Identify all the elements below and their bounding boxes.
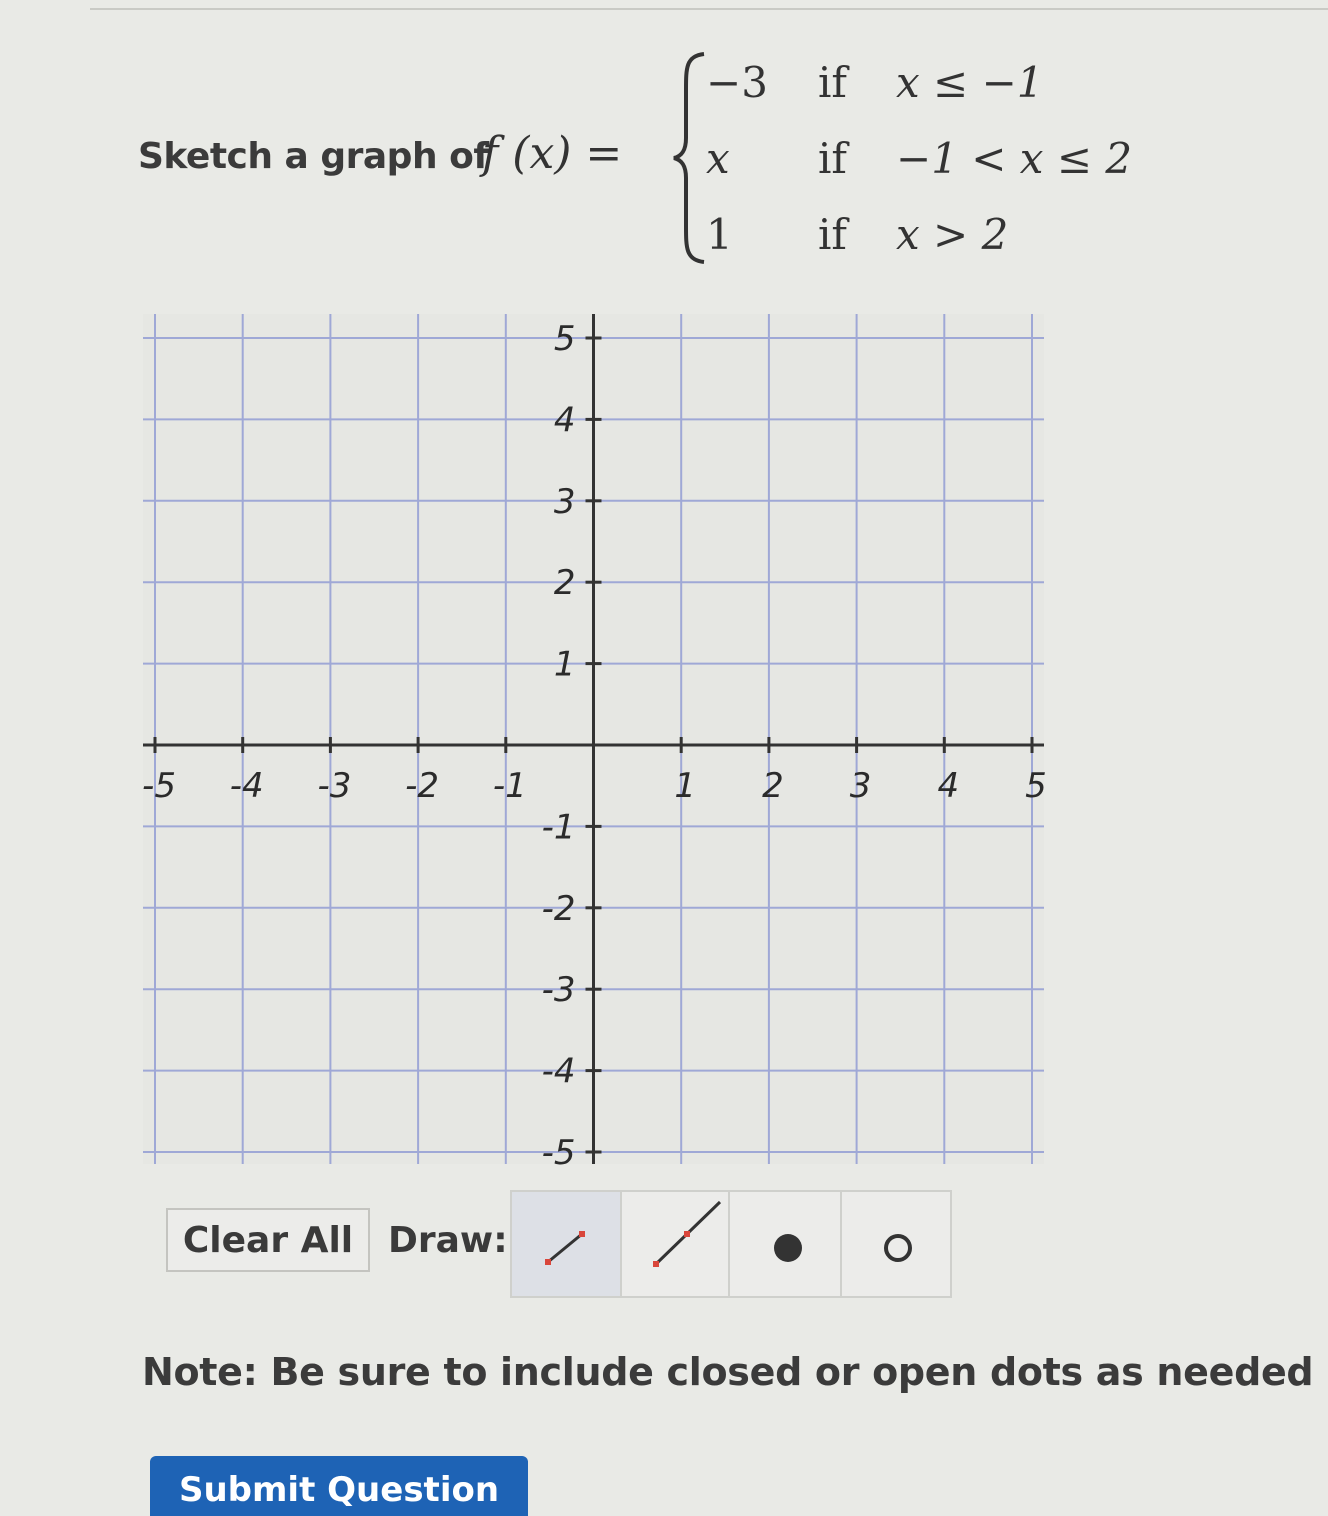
prompt-label: Sketch a graph of — [138, 136, 489, 177]
x-tick-label: 5 — [1025, 766, 1047, 806]
x-tick-label: -3 — [317, 766, 352, 806]
closed-dot-tool-button[interactable] — [728, 1190, 842, 1298]
x-tick-label: -1 — [492, 766, 527, 806]
y-tick-label: -3 — [541, 970, 576, 1011]
case-if: if — [818, 134, 847, 183]
case-condition: x ≤ −1 — [896, 58, 1044, 107]
note-text: Note: Be sure to include closed or open dots as needed — [142, 1350, 1314, 1394]
y-tick-label: 4 — [553, 400, 576, 441]
case-condition: x > 2 — [896, 210, 1009, 259]
y-tick-label: -5 — [541, 1133, 576, 1173]
x-tick-label: 2 — [762, 766, 784, 806]
case-value: 1 — [706, 210, 733, 259]
segment-icon — [512, 1192, 624, 1300]
open-dot-tool-button[interactable] — [840, 1190, 952, 1298]
case-if: if — [818, 210, 847, 259]
y-tick-label: 3 — [553, 481, 576, 522]
case-if: if — [818, 58, 847, 107]
function-lhs: f (x) = — [482, 128, 623, 179]
clear-all-button[interactable]: Clear All — [166, 1208, 370, 1272]
case-value: x — [706, 134, 730, 183]
y-tick-label: 2 — [553, 563, 576, 604]
open-dot-icon — [842, 1192, 954, 1300]
y-tick-label: -2 — [541, 888, 576, 929]
y-tick-label: 1 — [553, 644, 576, 685]
segment-tool-button[interactable] — [510, 1190, 622, 1298]
x-tick-label: -4 — [229, 766, 264, 806]
submit-question-button[interactable]: Submit Question — [150, 1456, 528, 1516]
y-tick-label: -4 — [541, 1051, 576, 1092]
ray-tool-button[interactable] — [620, 1190, 730, 1298]
case-condition: −1 < x ≤ 2 — [896, 134, 1133, 183]
ray-icon — [622, 1192, 732, 1300]
x-tick-label: 1 — [674, 766, 697, 806]
x-tick-label: 3 — [849, 766, 872, 806]
draw-label: Draw: — [388, 1220, 508, 1261]
x-tick-label: -5 — [142, 766, 176, 806]
x-tick-label: -2 — [405, 766, 440, 806]
closed-dot-icon — [730, 1192, 844, 1300]
y-tick-label: 5 — [553, 319, 576, 359]
case-value: −3 — [706, 58, 768, 107]
y-tick-label: -1 — [541, 807, 576, 848]
x-tick-label: 4 — [937, 766, 960, 806]
